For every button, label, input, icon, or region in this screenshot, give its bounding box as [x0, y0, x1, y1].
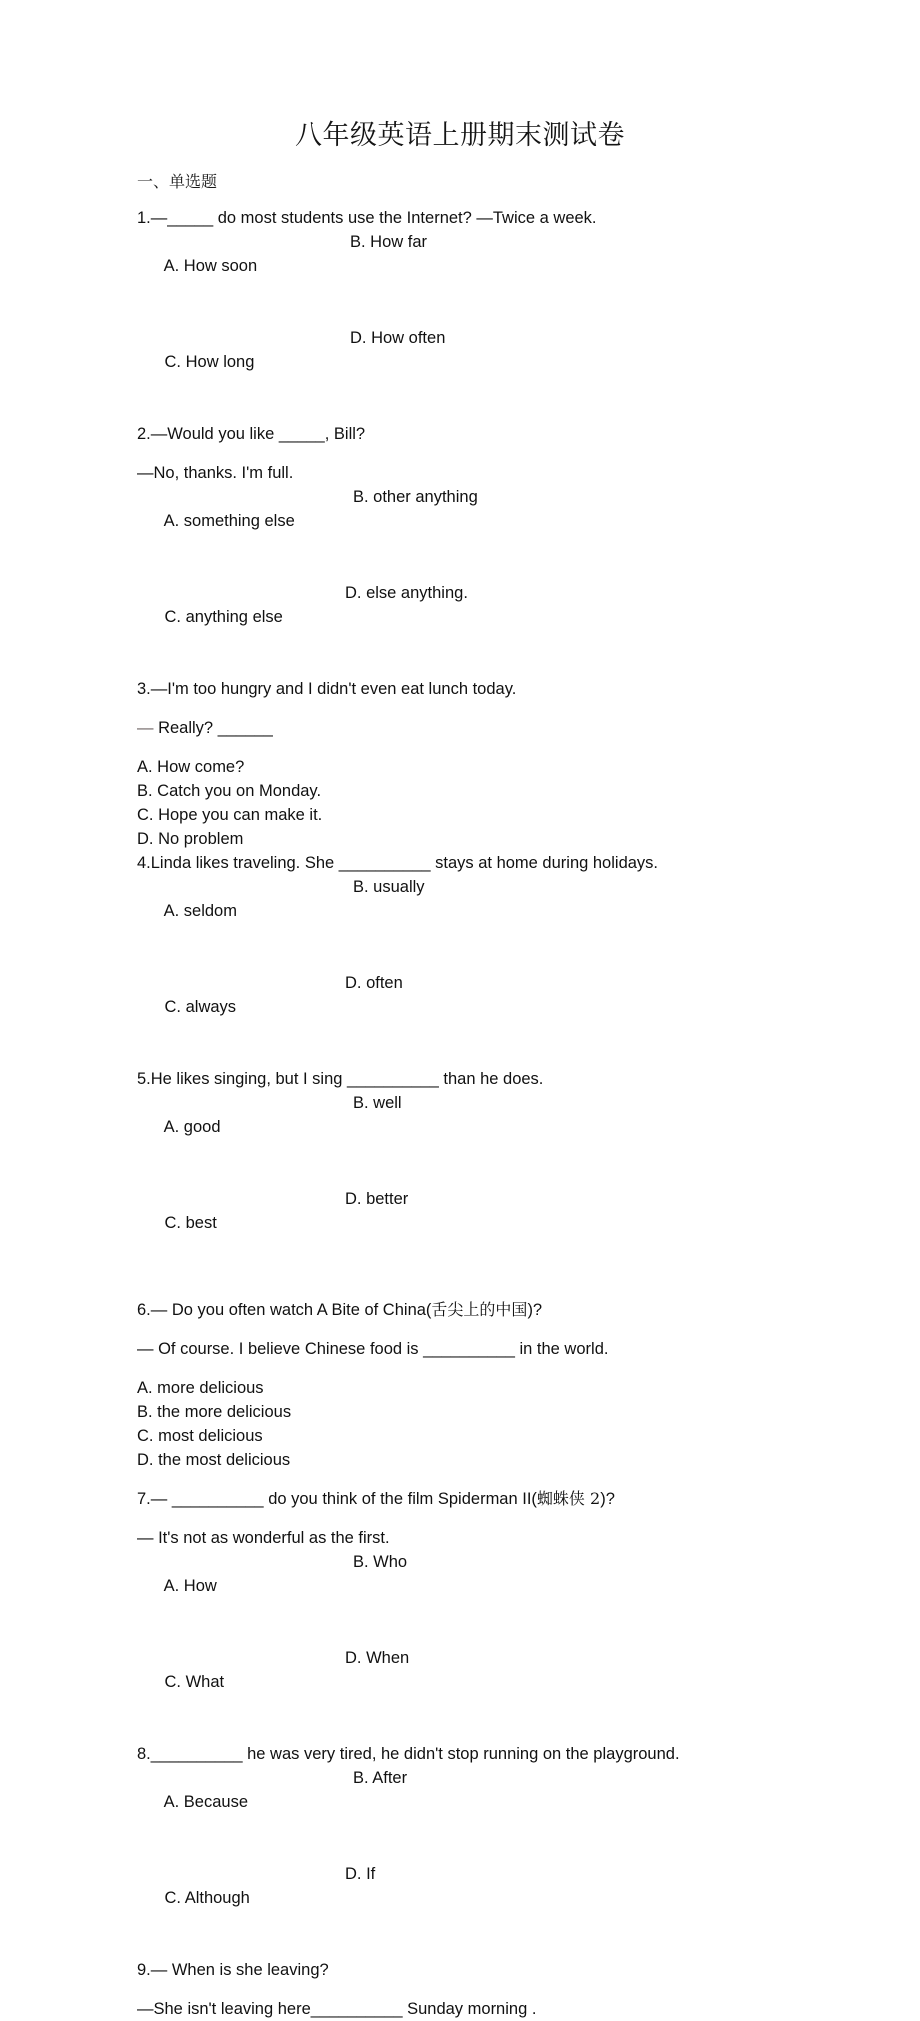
question-5-stem: 5.He likes singing, but I sing __________ than he does.: [137, 1070, 544, 1088]
question-7-option-d[interactable]: D. When: [345, 1649, 410, 1667]
question-1-options-ab: [137, 230, 877, 326]
question-3-reply: [137, 716, 877, 740]
question-7-stem: [137, 1487, 877, 1511]
question-6-reply: — Of course. I believe Chinese food is __________ in the world.: [137, 1340, 609, 1358]
question-2-option-a[interactable]: A. something else: [163, 512, 295, 530]
question-3-option-a[interactable]: A. How come?: [137, 758, 245, 776]
question-7-options-cd: [137, 1646, 877, 1742]
page-title: 八年级英语上册期末测试卷: [295, 120, 625, 151]
question-5-option-b[interactable]: B. well: [353, 1094, 402, 1112]
question-3-reply-dash: —: [137, 719, 154, 737]
question-5-option-a[interactable]: A. good: [163, 1118, 221, 1136]
question-7-stem-post: )?: [600, 1490, 615, 1508]
question-3-option-d[interactable]: D. No problem: [137, 830, 244, 848]
question-4-option-d[interactable]: D. often: [345, 974, 403, 992]
question-2-option-d[interactable]: D. else anything.: [345, 584, 468, 602]
question-3-stem: 3.—I'm too hungry and I didn't even eat lunch today.: [137, 680, 517, 698]
question-1-options-cd: [137, 326, 877, 422]
question-2-reply: —No, thanks. I'm full.: [137, 464, 294, 482]
question-3-option-b[interactable]: B. Catch you on Monday.: [137, 782, 322, 800]
question-1-stem: 1.—_____ do most students use the Internet? —Twice a week.: [137, 209, 597, 227]
question-3-option-c[interactable]: C. Hope you can make it.: [137, 806, 323, 824]
question-9-reply: —She isn't leaving here__________ Sunday morning .: [137, 2000, 537, 2018]
question-4-option-a[interactable]: A. seldom: [163, 902, 237, 920]
question-8-stem: 8.__________ he was very tired, he didn't stop running on the playground.: [137, 1745, 680, 1763]
document-body: [137, 172, 877, 2021]
question-7-stem-chinese: 蜘蛛侠 2: [536, 1489, 601, 1508]
question-8-option-a[interactable]: A. Because: [163, 1793, 248, 1811]
question-6-stem-pre: 6.— Do you often watch A Bite of China(: [137, 1301, 432, 1319]
question-4-options-ab: [137, 875, 877, 971]
question-5-option-c[interactable]: C. best: [164, 1214, 217, 1232]
question-5-options-ab: [137, 1091, 877, 1187]
question-4-options-cd: [137, 971, 877, 1067]
question-9-stem: 9.— When is she leaving?: [137, 1961, 329, 1979]
question-7-options-ab: [137, 1550, 877, 1646]
question-7-option-c[interactable]: C. What: [164, 1673, 225, 1691]
question-6-option-c[interactable]: C. most delicious: [137, 1427, 263, 1445]
question-5-option-d[interactable]: D. better: [345, 1190, 409, 1208]
question-8-options-cd: [137, 1862, 877, 1958]
question-8-option-b[interactable]: B. After: [353, 1769, 408, 1787]
question-4-option-c[interactable]: C. always: [164, 998, 237, 1016]
question-6-option-a[interactable]: A. more delicious: [137, 1379, 264, 1397]
question-1-option-d[interactable]: D. How often: [350, 329, 446, 347]
question-4-stem: 4.Linda likes traveling. She __________ stays at home during holidays.: [137, 854, 659, 872]
question-6-stem-chinese: 舌尖上的中国: [431, 1300, 528, 1319]
question-1-option-a[interactable]: A. How soon: [163, 257, 258, 275]
question-7-option-b[interactable]: B. Who: [353, 1553, 408, 1571]
question-4-option-b[interactable]: B. usually: [353, 878, 425, 896]
question-6-stem-post: )?: [527, 1301, 543, 1319]
question-6-option-d[interactable]: D. the most delicious: [137, 1451, 291, 1469]
question-2-option-b[interactable]: B. other anything: [353, 488, 478, 506]
question-8-option-d[interactable]: D. If: [345, 1865, 376, 1883]
question-7-stem-pre: 7.— __________ do you think of the film Spiderman II(: [137, 1490, 537, 1508]
question-1-option-b[interactable]: B. How far: [350, 233, 428, 251]
question-1-option-c[interactable]: C. How long: [164, 353, 255, 371]
question-2-option-c[interactable]: C. anything else: [164, 608, 283, 626]
question-2-options-ab: [137, 485, 877, 581]
section-heading-multiple-choice: 一、单选题: [137, 172, 218, 191]
question-7-option-a[interactable]: A. How: [163, 1577, 217, 1595]
question-6-option-b[interactable]: B. the more delicious: [137, 1403, 292, 1421]
question-7-reply: — It's not as wonderful as the first.: [137, 1529, 390, 1547]
question-8-option-c[interactable]: C. Although: [164, 1889, 250, 1907]
question-2-options-cd: [137, 581, 877, 677]
question-8-options-ab: [137, 1766, 877, 1862]
question-5-options-cd: [137, 1187, 877, 1283]
question-3-reply-text: Really? ______: [153, 719, 273, 737]
question-2-stem: 2.—Would you like _____, Bill?: [137, 425, 366, 443]
